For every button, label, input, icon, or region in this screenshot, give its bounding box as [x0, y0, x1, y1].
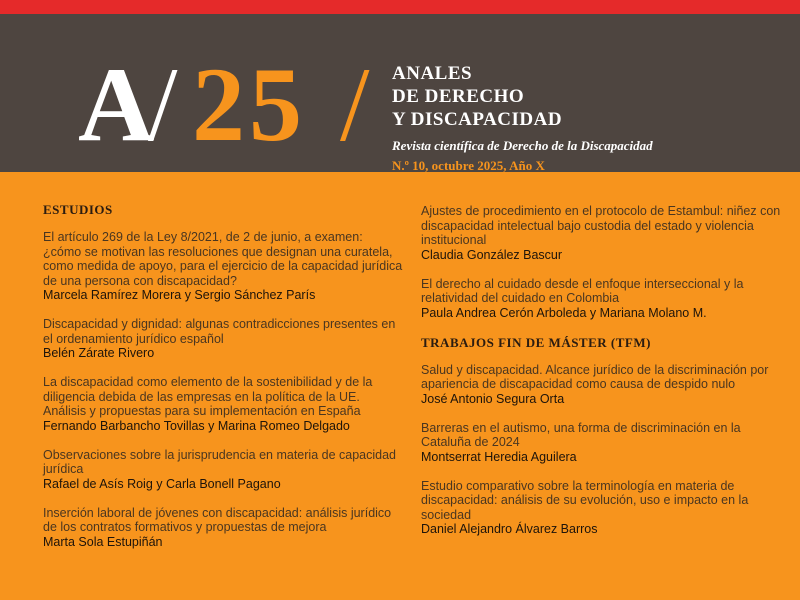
- article-authors: Fernando Barbancho Tovillas y Marina Romeo Delgado: [43, 418, 350, 433]
- masthead-line: Y DISCAPACIDAD: [392, 109, 563, 130]
- article-entry[interactable]: [43, 375, 403, 434]
- article-title: La discapacidad como elemento de la sostenibilidad y de la diligencia debida de las empresas en la política de la UE. Análisis y propuestas para su implementación en España: [43, 375, 373, 418]
- tfm-title: Salud y discapacidad. Alcance jurídico de la discriminación por apariencia de discapacidad como causa de despido nulo: [421, 362, 769, 391]
- left-column: [43, 196, 403, 564]
- journal-subtitle: Revista científica de Derecho de la Discapacidad: [392, 138, 653, 153]
- tfm-author: Daniel Alejandro Álvarez Barros: [421, 522, 598, 536]
- tfm-title: Barreras en el autismo, una forma de discriminación en la Cataluña de 2024: [421, 420, 741, 449]
- tfm-author: Montserrat Heredia Aguilera: [421, 449, 577, 464]
- article-authors: Belén Zárate Rivero: [43, 346, 155, 360]
- masthead-line: ANALES: [392, 63, 473, 84]
- tfm-author: José Antonio Segura Orta: [421, 391, 565, 406]
- article-entry[interactable]: [43, 230, 403, 303]
- article-entry[interactable]: [421, 204, 791, 263]
- article-entry[interactable]: [43, 448, 403, 492]
- article-title: Discapacidad y dignidad: algunas contradicciones presentes en el ordenamiento jurídico español: [43, 317, 396, 346]
- article-authors: Rafael de Asís Roig y Carla Bonell Pagano: [43, 476, 281, 491]
- masthead: [392, 62, 562, 131]
- article-title: Observaciones sobre la jurisprudencia en materia de capacidad jurídica: [43, 447, 396, 476]
- logo-number: 25: [192, 46, 306, 163]
- article-title: El derecho al cuidado desde el enfoque interseccional y la relatividad del cuidado en Colombia: [421, 276, 744, 305]
- logo-slash-left: /: [148, 46, 178, 163]
- article-authors: Paula Andrea Cerón Arboleda y Mariana Molano M.: [421, 305, 707, 320]
- article-authors: Marcela Ramírez Morera y Sergio Sánchez París: [43, 288, 316, 302]
- article-title: Ajustes de procedimiento en el protocolo de Estambul: niñez con discapacidad intelectual bajo custodia del estado y violencia institucional: [421, 204, 781, 247]
- article-authors: Marta Sola Estupiñán: [43, 534, 163, 549]
- masthead-line: DE DERECHO: [392, 86, 525, 107]
- logo-letter: A: [78, 46, 155, 163]
- article-title: Inserción laboral de jóvenes con discapacidad: análisis jurídico de los contratos formativos y propuestas de mejora: [43, 505, 392, 534]
- journal-header: [0, 14, 800, 172]
- section-title-estudios: ESTUDIOS: [43, 202, 113, 217]
- article-entry[interactable]: [43, 506, 403, 550]
- tfm-entry[interactable]: [421, 363, 791, 407]
- tfm-title: Estudio comparativo sobre la terminología en materia de discapacidad: análisis de su evolución, uso e impacto en la sociedad: [421, 478, 749, 522]
- article-entry[interactable]: [43, 317, 403, 361]
- tfm-entry[interactable]: [421, 479, 791, 538]
- section-title-tfm: TRABAJOS FIN DE MÁSTER (TFM): [421, 334, 651, 350]
- tfm-entry[interactable]: [421, 421, 791, 465]
- article-authors: Claudia González Bascur: [421, 247, 563, 262]
- top-red-band: [0, 0, 800, 14]
- article-title: El artículo 269 de la Ley 8/2021, de 2 de junio, a examen: ¿cómo se motivan las resoluciones que designan una curatela, como medida de apoyo, para el ejercicio de la capacidad jurídica de una persona con discapacidad?: [43, 230, 403, 288]
- article-entry[interactable]: [421, 277, 791, 321]
- issue-info: N.º 10, octubre 2025, Año X: [392, 158, 545, 173]
- logo-slash-right: /: [340, 46, 370, 163]
- right-column: [421, 204, 791, 551]
